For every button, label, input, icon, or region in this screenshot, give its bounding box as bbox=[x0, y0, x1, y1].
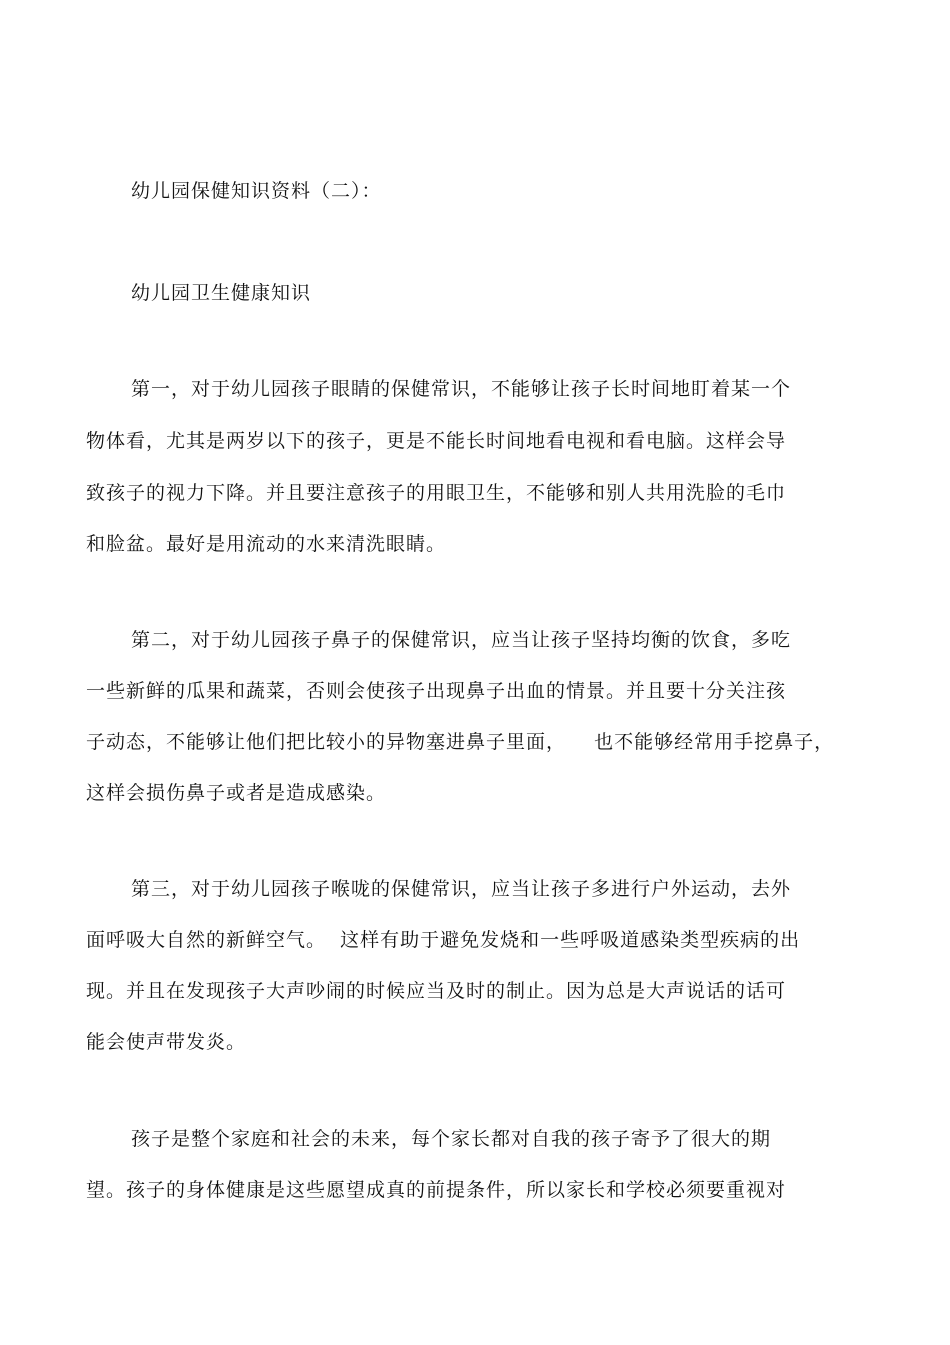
paragraph-line: 第二，对于幼儿园孩子鼻子的保健常识，应当让孩子坚持均衡的饮食，多吃 bbox=[131, 629, 792, 651]
paragraph-line: 第三，对于幼儿园孩子喉咙的保健常识，应当让孩子多进行户外运动，去外 bbox=[131, 878, 792, 900]
paragraph-line: 子动态，不能够让他们把比较小的异物塞进鼻子里面， 也不能够经常用手挖鼻子， bbox=[86, 731, 835, 753]
paragraph-line: 一些新鲜的瓜果和蔬菜，否则会使孩子出现鼻子出血的情景。并且要十分关注孩 bbox=[86, 680, 787, 702]
paragraph-line: 这样会损伤鼻子或者是造成感染。 bbox=[86, 782, 387, 804]
paragraph-line: 物体看，尤其是两岁以下的孩子，更是不能长时间地看电视和看电脑。这样会导 bbox=[86, 430, 787, 452]
paragraph-line: 现。并且在发现孩子大声吵闹的时候应当及时的制止。因为总是大声说话的话可 bbox=[86, 980, 787, 1002]
paragraph-line: 第一，对于幼儿园孩子眼睛的保健常识，不能够让孩子长时间地盯着某一个 bbox=[131, 378, 792, 400]
paragraph-line: 孩子是整个家庭和社会的未来，每个家长都对自我的孩子寄予了很大的期 bbox=[131, 1128, 772, 1150]
paragraph-line: 面呼吸大自然的新鲜空气。 这样有助于避免发烧和一些呼吸道感染类型疾病的出 bbox=[86, 929, 801, 951]
document-title: 幼儿园保健知识资料（二）： bbox=[131, 180, 382, 202]
paragraph-line: 致孩子的视力下降。并且要注意孩子的用眼卫生，不能够和别人共用洗脸的毛巾 bbox=[86, 482, 787, 504]
paragraph-line: 能会使声带发炎。 bbox=[86, 1031, 247, 1053]
document-subtitle: 幼儿园卫生健康知识 bbox=[131, 282, 312, 304]
paragraph-line: 望。孩子的身体健康是这些愿望成真的前提条件，所以家长和学校必须要重视对 bbox=[86, 1179, 787, 1201]
paragraph-line: 和脸盆。最好是用流动的水来清洗眼睛。 bbox=[86, 533, 447, 555]
